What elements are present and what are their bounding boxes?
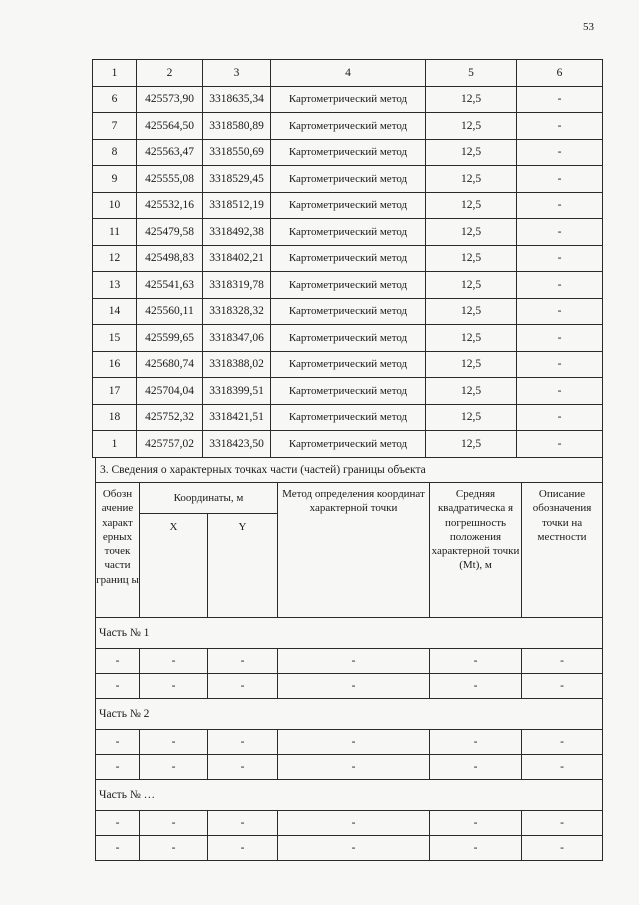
method: Картометрический метод	[271, 245, 426, 272]
table-row	[96, 730, 603, 755]
description: -	[517, 245, 603, 272]
section-title: 3. Сведения о характерных точках части (частей) границы объекта	[96, 458, 603, 483]
coord-x: 425752,32	[137, 404, 203, 431]
table-row	[96, 674, 603, 699]
description: -	[517, 378, 603, 405]
coord-y: 3318319,78	[203, 272, 271, 299]
accuracy: 12,5	[426, 86, 517, 113]
coord-y: 3318529,45	[203, 166, 271, 193]
point-number: 8	[93, 139, 137, 166]
table-cell: -	[278, 836, 430, 861]
accuracy: 12,5	[426, 166, 517, 193]
column-number: 2	[137, 60, 203, 87]
table-cell: -	[430, 811, 522, 836]
coord-y: 3318347,06	[203, 325, 271, 352]
table-cell: -	[96, 836, 140, 861]
accuracy: 12,5	[426, 219, 517, 246]
table-row	[93, 404, 603, 431]
description: -	[517, 325, 603, 352]
header-description: Описание обозначения точки на местности	[522, 483, 603, 618]
table-row	[93, 272, 603, 299]
accuracy: 12,5	[426, 113, 517, 140]
method: Картометрический метод	[271, 404, 426, 431]
description: -	[517, 351, 603, 378]
table-row	[96, 811, 603, 836]
part-points-table	[95, 457, 603, 861]
table-cell: -	[278, 755, 430, 780]
table-cell: -	[430, 674, 522, 699]
table-cell: -	[140, 674, 208, 699]
table-cell: -	[96, 649, 140, 674]
table-row	[93, 325, 603, 352]
method: Картометрический метод	[271, 298, 426, 325]
accuracy: 12,5	[426, 298, 517, 325]
point-number: 13	[93, 272, 137, 299]
coord-x: 425541,63	[137, 272, 203, 299]
description: -	[517, 192, 603, 219]
table-cell: -	[208, 755, 278, 780]
header-accuracy: Средняя квадратическа я погрешность положения характерной точки (Mt), м	[430, 483, 522, 618]
method: Картометрический метод	[271, 378, 426, 405]
table-cell: -	[140, 755, 208, 780]
table-cell: -	[96, 674, 140, 699]
table-row	[93, 113, 603, 140]
coord-x: 425680,74	[137, 351, 203, 378]
page-number: 53	[583, 21, 594, 33]
table-header-row	[93, 60, 603, 87]
coord-x: 425704,04	[137, 378, 203, 405]
table-row	[93, 192, 603, 219]
accuracy: 12,5	[426, 139, 517, 166]
table-row	[96, 836, 603, 861]
description: -	[517, 431, 603, 458]
table-cell: -	[208, 730, 278, 755]
description: -	[517, 219, 603, 246]
method: Картометрический метод	[271, 219, 426, 246]
point-number: 12	[93, 245, 137, 272]
table-cell: -	[208, 649, 278, 674]
column-number: 4	[271, 60, 426, 87]
table-cell: -	[278, 649, 430, 674]
method: Картометрический метод	[271, 113, 426, 140]
table-row	[93, 351, 603, 378]
table-cell: -	[430, 836, 522, 861]
header-coordinates: Координаты, м	[140, 483, 278, 514]
table-cell: -	[208, 674, 278, 699]
table-cell: -	[140, 730, 208, 755]
table-row	[96, 755, 603, 780]
coord-y: 3318580,89	[203, 113, 271, 140]
coord-x: 425757,02	[137, 431, 203, 458]
coord-x: 425479,58	[137, 219, 203, 246]
table-cell: -	[522, 811, 603, 836]
point-number: 9	[93, 166, 137, 193]
description: -	[517, 113, 603, 140]
table-cell: -	[278, 811, 430, 836]
method: Картометрический метод	[271, 272, 426, 299]
column-number: 3	[203, 60, 271, 87]
coord-x: 425532,16	[137, 192, 203, 219]
part-label-row	[96, 618, 603, 649]
accuracy: 12,5	[426, 272, 517, 299]
accuracy: 12,5	[426, 245, 517, 272]
table-cell: -	[278, 730, 430, 755]
table-cell: -	[96, 755, 140, 780]
accuracy: 12,5	[426, 351, 517, 378]
table-cell: -	[208, 811, 278, 836]
coord-y: 3318635,34	[203, 86, 271, 113]
part-label: Часть № 2	[96, 699, 603, 730]
table-row	[96, 649, 603, 674]
table-cell: -	[278, 674, 430, 699]
description: -	[517, 272, 603, 299]
method: Картометрический метод	[271, 431, 426, 458]
table-cell: -	[522, 836, 603, 861]
method: Картометрический метод	[271, 139, 426, 166]
accuracy: 12,5	[426, 192, 517, 219]
table-row	[93, 219, 603, 246]
accuracy: 12,5	[426, 431, 517, 458]
table-cell: -	[522, 649, 603, 674]
coord-y: 3318492,38	[203, 219, 271, 246]
part-label: Часть № 1	[96, 618, 603, 649]
table-row	[93, 86, 603, 113]
accuracy: 12,5	[426, 404, 517, 431]
description: -	[517, 139, 603, 166]
header-point-designation: Обозн ачение характ ерных точек части границ ы	[96, 483, 140, 618]
coord-y: 3318512,19	[203, 192, 271, 219]
point-number: 14	[93, 298, 137, 325]
coord-y: 3318388,02	[203, 351, 271, 378]
method: Картометрический метод	[271, 325, 426, 352]
point-number: 18	[93, 404, 137, 431]
table-cell: -	[96, 811, 140, 836]
table-cell: -	[430, 649, 522, 674]
table-row	[93, 245, 603, 272]
part-label: Часть № …	[96, 780, 603, 811]
coord-y: 3318402,21	[203, 245, 271, 272]
table-cell: -	[140, 649, 208, 674]
accuracy: 12,5	[426, 378, 517, 405]
table-cell: -	[140, 836, 208, 861]
description: -	[517, 298, 603, 325]
part-label-row	[96, 780, 603, 811]
table-cell: -	[140, 811, 208, 836]
description: -	[517, 86, 603, 113]
coord-y: 3318399,51	[203, 378, 271, 405]
point-number: 15	[93, 325, 137, 352]
point-number: 6	[93, 86, 137, 113]
coord-y: 3318421,51	[203, 404, 271, 431]
header-x: X	[140, 514, 208, 618]
point-number: 11	[93, 219, 137, 246]
coord-y: 3318423,50	[203, 431, 271, 458]
part-label-row	[96, 699, 603, 730]
column-number: 5	[426, 60, 517, 87]
table-row	[93, 166, 603, 193]
coord-x: 425564,50	[137, 113, 203, 140]
method: Картометрический метод	[271, 86, 426, 113]
table-row	[93, 139, 603, 166]
coordinates-table	[92, 59, 603, 458]
table-cell: -	[430, 730, 522, 755]
header-method: Метод определения координат характерной точки	[278, 483, 430, 618]
method: Картометрический метод	[271, 351, 426, 378]
column-number: 1	[93, 60, 137, 87]
table-cell: -	[522, 730, 603, 755]
table-cell: -	[522, 674, 603, 699]
method: Картометрический метод	[271, 192, 426, 219]
point-number: 17	[93, 378, 137, 405]
accuracy: 12,5	[426, 325, 517, 352]
table-row	[93, 298, 603, 325]
table-cell: -	[208, 836, 278, 861]
coord-y: 3318328,32	[203, 298, 271, 325]
coord-x: 425498,83	[137, 245, 203, 272]
point-number: 1	[93, 431, 137, 458]
coord-x: 425563,47	[137, 139, 203, 166]
coord-x: 425560,11	[137, 298, 203, 325]
coord-x: 425599,65	[137, 325, 203, 352]
table-cell: -	[522, 755, 603, 780]
table-row	[93, 431, 603, 458]
table-cell: -	[96, 730, 140, 755]
point-number: 7	[93, 113, 137, 140]
point-number: 10	[93, 192, 137, 219]
description: -	[517, 166, 603, 193]
table-cell: -	[430, 755, 522, 780]
coord-x: 425573,90	[137, 86, 203, 113]
description: -	[517, 404, 603, 431]
coord-y: 3318550,69	[203, 139, 271, 166]
table-row	[93, 378, 603, 405]
method: Картометрический метод	[271, 166, 426, 193]
header-y: Y	[208, 514, 278, 618]
coord-x: 425555,08	[137, 166, 203, 193]
point-number: 16	[93, 351, 137, 378]
column-number: 6	[517, 60, 603, 87]
